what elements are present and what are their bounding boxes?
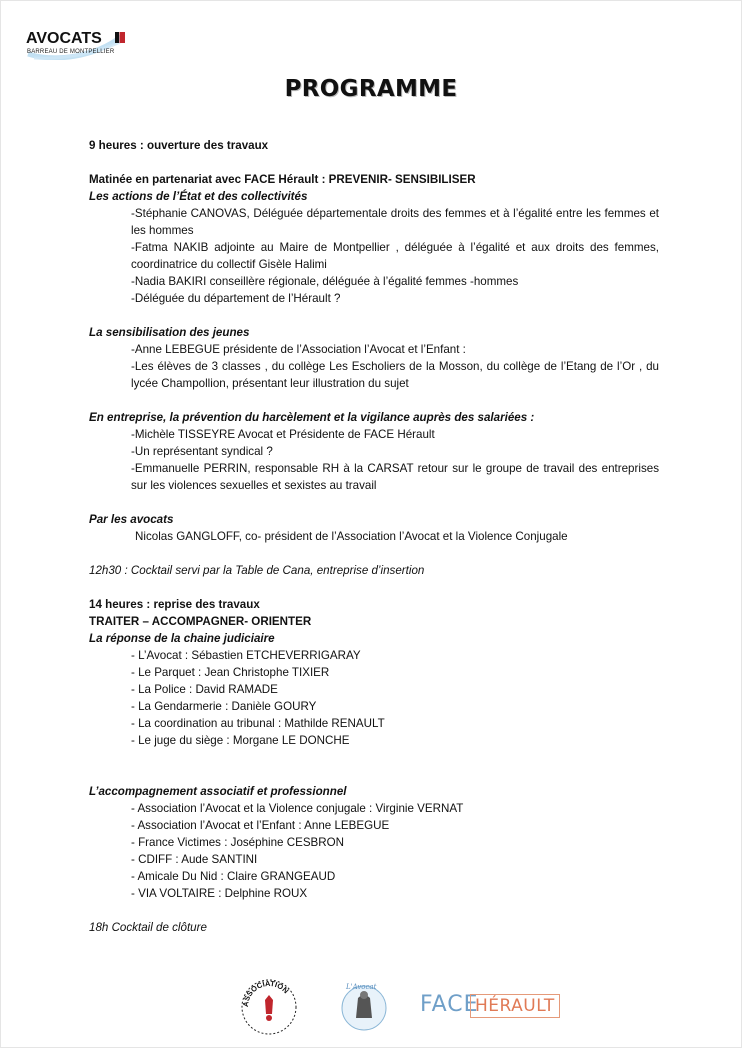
face-herault-logo xyxy=(420,992,555,1026)
logo-word: AVOCATS xyxy=(26,30,102,47)
list-item: - L’Avocat : Sébastien ETCHEVERRIGARAY xyxy=(131,649,361,662)
face-logo-text: FACE xyxy=(420,992,479,1017)
list-item: -Stéphanie CANOVAS, Déléguée départementale droits des femmes et à l’égalité entre les femmes et les hommes xyxy=(131,207,659,237)
list-item: - La coordination au tribunal : Mathilde RENAULT xyxy=(131,717,385,730)
morning-title: Matinée en partenariat avec FACE Hérault : PREVENIR- SENSIBILISER xyxy=(89,173,476,186)
partner-logos xyxy=(0,978,742,1038)
list-item: - Le juge du siège : Morgane LE DONCHE xyxy=(131,734,350,747)
list-item: -Un représentant syndical ? xyxy=(131,445,273,458)
avocats-logo xyxy=(24,26,134,62)
list-item: -Fatma NAKIB adjointe au Maire de Montpellier , déléguée à l’égalité et aux droits des femmes, coordinatrice du collectif Gisèle Halimi xyxy=(131,241,659,271)
section-heading-support: L’accompagnement associatif et professionnel xyxy=(89,785,347,798)
list-item: -Michèle TISSEYRE Avocat et Présidente de FACE Hérault xyxy=(131,428,435,441)
list-item: -Déléguée du département de l’Hérault ? xyxy=(131,292,341,305)
herault-logo-text: HÉRAULT xyxy=(470,994,560,1018)
association-logo-text: ASSOCIATION xyxy=(240,978,291,1008)
avocat-enfant-logo-icon xyxy=(338,980,390,1036)
list-item: - Le Parquet : Jean Christophe TIXIER xyxy=(131,666,330,679)
list-item: - France Victimes : Joséphine CESBRON xyxy=(131,836,345,849)
list-item: -Nadia BAKIRI conseillère régionale, déléguée à l’égalité femmes -hommes xyxy=(131,275,519,288)
afternoon-title: TRAITER – ACCOMPAGNER- ORIENTER xyxy=(89,615,312,628)
section-heading-lawyers: Par les avocats xyxy=(89,513,174,526)
closing-line: 18h Cocktail de clôture xyxy=(89,921,207,934)
list-item: - VIA VOLTAIRE : Delphine ROUX xyxy=(131,887,308,900)
list-item: -Emmanuelle PERRIN, responsable RH à la CARSAT retour sur le groupe de travail des entreprises sur les violences sexuelles et sexistes au travail xyxy=(131,462,659,492)
list-item: -Les élèves de 3 classes , du collège Les Escholiers de la Mosson, du collège de l’Etang de l’Or , du lycée Champollion, présentant leur illustration du sujet xyxy=(131,360,659,390)
section-heading-judicial: La réponse de la chaine judiciaire xyxy=(89,632,275,645)
list-item: - Association l’Avocat et l’Enfant : Anne LEBEGUE xyxy=(131,819,390,832)
association-violence-logo-icon xyxy=(240,978,298,1036)
list-item: - CDIFF : Aude SANTINI xyxy=(131,853,258,866)
lunch-line: 12h30 : Cocktail servi par la Table de Cana, entreprise d’insertion xyxy=(89,564,425,577)
list-item: Nicolas GANGLOFF, co- président de l’Association l’Avocat et la Violence Conjugale xyxy=(135,530,568,543)
list-item: - La Police : David RAMADE xyxy=(131,683,278,696)
section-heading-business: En entreprise, la prévention du harcèlement et la vigilance auprès des salariées : xyxy=(89,411,535,424)
list-item: -Anne LEBEGUE présidente de l’Association l’Avocat et l’Enfant : xyxy=(131,343,466,356)
bar-flag-icon xyxy=(115,32,125,43)
afternoon-line: 14 heures : reprise des travaux xyxy=(89,598,260,611)
page-title: PROGRAMME xyxy=(284,76,458,102)
opening-line: 9 heures : ouverture des travaux xyxy=(89,139,269,152)
program-content xyxy=(89,137,659,936)
list-item: - La Gendarmerie : Danièle GOURY xyxy=(131,700,317,713)
logo-subtitle: BARREAU DE MONTPELLIER xyxy=(27,49,115,55)
section-heading-youth: La sensibilisation des jeunes xyxy=(89,326,250,339)
avocat-enfant-logo-text: L'Avocat xyxy=(346,983,377,991)
section-heading-state: Les actions de l’État et des collectivités xyxy=(89,190,308,203)
list-item: - Association l’Avocat et la Violence conjugale : Virginie VERNAT xyxy=(131,802,464,815)
list-item: - Amicale Du Nid : Claire GRANGEAUD xyxy=(131,870,336,883)
